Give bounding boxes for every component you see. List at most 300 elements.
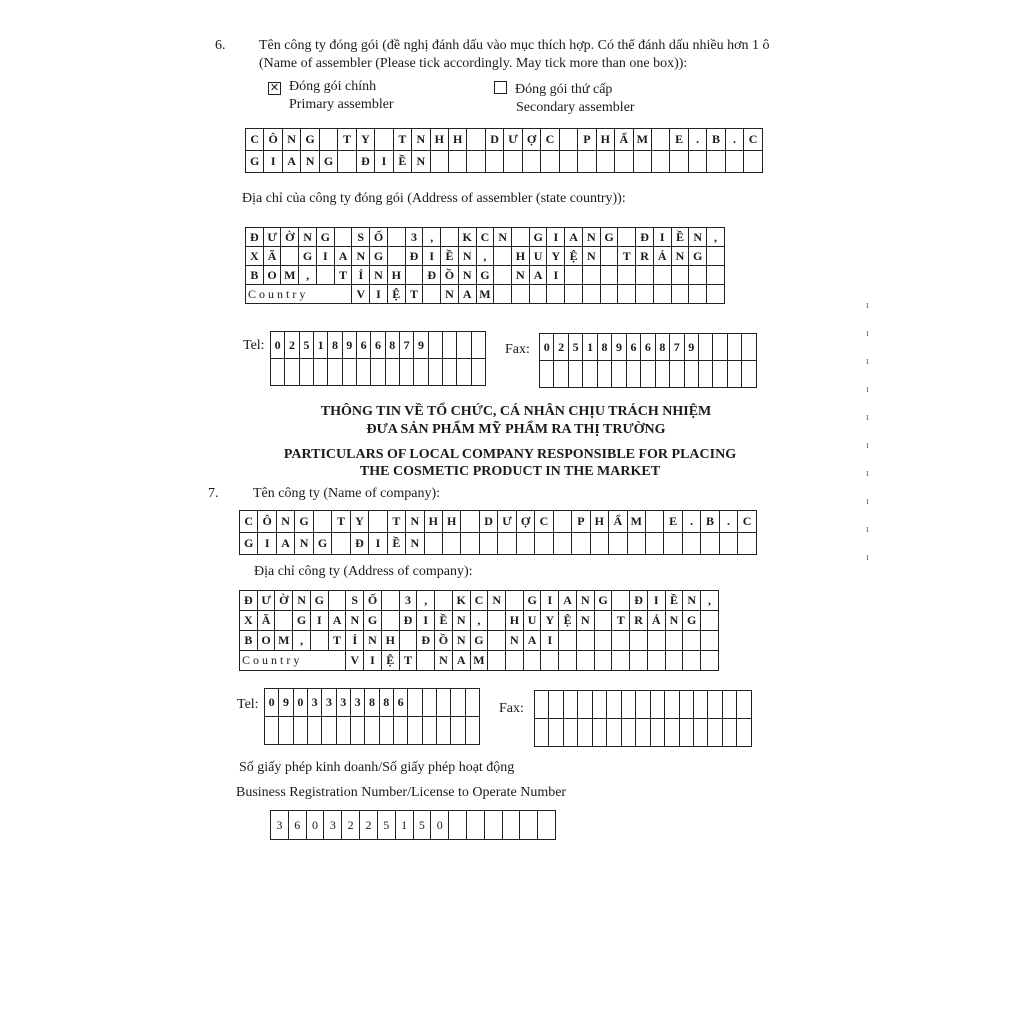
char-cell[interactable]: ,	[423, 228, 441, 247]
char-cell[interactable]	[576, 631, 594, 651]
digit-cell[interactable]	[466, 811, 484, 840]
digit-cell[interactable]	[535, 719, 549, 747]
char-cell[interactable]: I	[264, 151, 282, 173]
char-cell[interactable]	[405, 266, 423, 285]
char-cell[interactable]: N	[506, 631, 524, 651]
char-cell[interactable]	[313, 511, 331, 533]
digit-cell[interactable]	[713, 361, 727, 388]
char-cell[interactable]: N	[582, 228, 600, 247]
digit-cell[interactable]	[285, 359, 299, 386]
digit-cell[interactable]: 6	[371, 332, 385, 359]
char-cell[interactable]: M	[476, 285, 494, 304]
char-cell[interactable]: G	[689, 247, 707, 266]
char-cell[interactable]: Đ	[405, 247, 423, 266]
char-cell[interactable]	[612, 591, 630, 611]
digit-cell[interactable]	[442, 332, 456, 359]
digit-cell[interactable]	[428, 359, 442, 386]
char-cell[interactable]: Ư	[257, 591, 275, 611]
char-cell[interactable]: Đ	[636, 228, 654, 247]
digit-cell[interactable]	[422, 717, 436, 745]
char-cell[interactable]	[448, 151, 466, 173]
digit-cell[interactable]: 7	[670, 334, 684, 361]
char-cell[interactable]	[653, 266, 671, 285]
char-cell[interactable]: N	[576, 591, 594, 611]
digit-cell[interactable]	[328, 359, 342, 386]
char-cell[interactable]: G	[293, 611, 311, 631]
char-cell[interactable]	[596, 151, 614, 173]
digit-cell[interactable]	[535, 691, 549, 719]
section-7-name-grid[interactable]	[239, 510, 757, 555]
digit-cell[interactable]	[457, 332, 471, 359]
digit-cell[interactable]: 0	[431, 811, 449, 840]
char-cell[interactable]	[559, 151, 577, 173]
char-cell[interactable]: Ệ	[565, 247, 583, 266]
digit-cell[interactable]: 6	[356, 332, 370, 359]
char-cell[interactable]: P	[578, 129, 596, 151]
digit-cell[interactable]	[471, 332, 485, 359]
digit-cell[interactable]	[422, 689, 436, 717]
char-cell[interactable]	[612, 631, 630, 651]
digit-cell[interactable]	[371, 359, 385, 386]
digit-cell[interactable]: 9	[342, 332, 356, 359]
char-cell[interactable]: G	[310, 591, 328, 611]
char-cell[interactable]	[316, 266, 334, 285]
char-cell[interactable]: G	[476, 266, 494, 285]
digit-cell[interactable]	[385, 359, 399, 386]
char-cell[interactable]	[441, 228, 459, 247]
char-cell[interactable]: V	[346, 651, 364, 671]
char-cell[interactable]	[541, 651, 559, 671]
char-cell[interactable]	[582, 266, 600, 285]
digit-cell[interactable]	[265, 717, 279, 745]
char-cell[interactable]	[647, 651, 665, 671]
digit-cell[interactable]	[436, 689, 450, 717]
digit-cell[interactable]	[484, 811, 502, 840]
char-cell[interactable]: N	[512, 266, 530, 285]
char-cell[interactable]: Ờ	[275, 591, 293, 611]
char-cell[interactable]	[665, 651, 683, 671]
digit-cell[interactable]	[563, 719, 577, 747]
char-cell[interactable]	[535, 533, 553, 555]
char-cell[interactable]: T	[393, 129, 411, 151]
char-cell[interactable]: ,	[476, 247, 494, 266]
digit-cell[interactable]	[713, 334, 727, 361]
char-cell[interactable]: Đ	[356, 151, 374, 173]
section-6-tel-grid[interactable]	[270, 331, 486, 386]
char-cell[interactable]	[707, 247, 725, 266]
char-cell[interactable]: X	[246, 247, 264, 266]
char-cell[interactable]: 3	[399, 591, 417, 611]
section-7-tel-grid[interactable]	[264, 688, 480, 745]
char-cell[interactable]: ,	[293, 631, 311, 651]
char-cell[interactable]	[529, 285, 547, 304]
char-cell[interactable]: T	[334, 266, 352, 285]
digit-cell[interactable]	[428, 332, 442, 359]
char-cell[interactable]: K	[452, 591, 470, 611]
char-cell[interactable]: B	[240, 631, 258, 651]
char-cell[interactable]: G	[299, 247, 317, 266]
digit-cell[interactable]	[449, 811, 467, 840]
digit-cell[interactable]	[708, 691, 722, 719]
section-7-address-grid[interactable]	[239, 590, 719, 671]
digit-cell[interactable]	[451, 689, 465, 717]
char-cell[interactable]: T	[405, 285, 423, 304]
char-cell[interactable]: T	[332, 511, 350, 533]
char-cell[interactable]: Ợ	[522, 129, 540, 151]
digit-cell[interactable]	[737, 719, 752, 747]
char-cell[interactable]: H	[387, 266, 405, 285]
digit-cell[interactable]	[563, 691, 577, 719]
digit-cell[interactable]: 3	[350, 689, 364, 717]
digit-cell[interactable]: 8	[655, 334, 669, 361]
char-cell[interactable]	[504, 151, 522, 173]
char-cell[interactable]	[670, 151, 688, 173]
char-cell[interactable]: N	[370, 266, 388, 285]
char-cell[interactable]	[651, 151, 669, 173]
digit-cell[interactable]: 3	[271, 811, 289, 840]
digit-cell[interactable]	[538, 811, 556, 840]
section-6-fax-grid[interactable]	[539, 333, 757, 388]
char-cell[interactable]	[671, 285, 689, 304]
digit-cell[interactable]	[636, 691, 650, 719]
digit-cell[interactable]	[693, 691, 707, 719]
char-cell[interactable]	[506, 591, 524, 611]
digit-cell[interactable]	[698, 334, 712, 361]
char-cell[interactable]: M	[275, 631, 293, 651]
char-cell[interactable]: Ề	[665, 591, 683, 611]
digit-cell[interactable]	[650, 719, 664, 747]
char-cell[interactable]	[547, 285, 565, 304]
char-cell[interactable]	[633, 151, 651, 173]
digit-cell[interactable]: 2	[342, 811, 360, 840]
char-cell[interactable]	[494, 247, 512, 266]
char-cell[interactable]	[381, 611, 399, 631]
char-cell[interactable]: G	[370, 247, 388, 266]
char-cell[interactable]: .	[719, 511, 737, 533]
char-cell[interactable]: I	[364, 651, 382, 671]
digit-cell[interactable]	[356, 359, 370, 386]
char-cell[interactable]	[615, 151, 633, 173]
digit-cell[interactable]	[549, 691, 563, 719]
char-cell[interactable]	[479, 533, 497, 555]
char-cell[interactable]: N	[441, 285, 459, 304]
char-cell[interactable]: R	[636, 247, 654, 266]
char-cell[interactable]: H	[430, 129, 448, 151]
char-cell[interactable]: G	[246, 151, 264, 173]
char-cell[interactable]: D	[485, 129, 503, 151]
char-cell[interactable]: Ã	[257, 611, 275, 631]
char-cell[interactable]	[506, 651, 524, 671]
char-cell[interactable]	[701, 631, 719, 651]
char-cell[interactable]	[467, 129, 485, 151]
char-cell[interactable]: I	[369, 533, 387, 555]
char-cell[interactable]: Ố	[370, 228, 388, 247]
char-cell[interactable]: E	[664, 511, 682, 533]
char-cell[interactable]: H	[381, 631, 399, 651]
char-cell[interactable]: C	[744, 129, 763, 151]
char-cell[interactable]: B	[701, 511, 719, 533]
char-cell[interactable]	[627, 533, 645, 555]
digit-cell[interactable]	[698, 361, 712, 388]
char-cell[interactable]: ,	[299, 266, 317, 285]
char-cell[interactable]: G	[600, 228, 618, 247]
char-cell[interactable]	[424, 533, 442, 555]
char-cell[interactable]: N	[295, 533, 313, 555]
char-cell[interactable]: Ệ	[387, 285, 405, 304]
digit-cell[interactable]: 0	[265, 689, 279, 717]
digit-cell[interactable]	[612, 361, 626, 388]
char-cell[interactable]: O	[257, 631, 275, 651]
digit-cell[interactable]	[307, 717, 321, 745]
char-cell[interactable]: Ồ	[435, 631, 453, 651]
digit-cell[interactable]	[679, 719, 693, 747]
digit-cell[interactable]: 9	[279, 689, 293, 717]
digit-cell[interactable]: 8	[365, 689, 379, 717]
char-cell[interactable]	[559, 651, 577, 671]
char-cell[interactable]	[651, 129, 669, 151]
char-cell[interactable]: T	[399, 651, 417, 671]
char-cell[interactable]: A	[282, 151, 300, 173]
char-cell[interactable]	[430, 151, 448, 173]
char-cell[interactable]: B	[707, 129, 725, 151]
char-cell[interactable]: H	[512, 247, 530, 266]
char-cell[interactable]: Ẩ	[609, 511, 627, 533]
char-cell[interactable]	[387, 247, 405, 266]
char-cell[interactable]	[682, 533, 700, 555]
char-cell[interactable]: H	[424, 511, 442, 533]
char-cell[interactable]	[707, 151, 725, 173]
char-cell[interactable]: Ả	[647, 611, 665, 631]
digit-cell[interactable]	[442, 359, 456, 386]
char-cell[interactable]: Ả	[653, 247, 671, 266]
digit-cell[interactable]: 1	[313, 332, 327, 359]
digit-cell[interactable]	[451, 717, 465, 745]
digit-cell[interactable]	[549, 719, 563, 747]
char-cell[interactable]	[707, 266, 725, 285]
char-cell[interactable]: N	[494, 228, 512, 247]
char-cell[interactable]	[417, 651, 435, 671]
digit-cell[interactable]	[457, 359, 471, 386]
char-cell[interactable]: B	[246, 266, 264, 285]
char-cell[interactable]: Đ	[350, 533, 368, 555]
digit-cell[interactable]	[641, 361, 655, 388]
char-cell[interactable]: .	[688, 129, 706, 151]
char-cell[interactable]	[281, 247, 299, 266]
char-cell[interactable]	[576, 651, 594, 671]
char-cell[interactable]	[319, 129, 337, 151]
digit-cell[interactable]: 6	[641, 334, 655, 361]
digit-cell[interactable]	[737, 691, 752, 719]
char-cell[interactable]	[664, 533, 682, 555]
char-cell[interactable]: H	[448, 129, 466, 151]
char-cell[interactable]: A	[458, 285, 476, 304]
char-cell[interactable]: U	[529, 247, 547, 266]
char-cell[interactable]: G	[529, 228, 547, 247]
char-cell[interactable]: Ệ	[559, 611, 577, 631]
digit-cell[interactable]: 0	[271, 332, 285, 359]
char-cell[interactable]	[435, 591, 453, 611]
char-cell[interactable]	[332, 533, 350, 555]
char-cell[interactable]	[630, 651, 648, 671]
digit-cell[interactable]: 2	[360, 811, 378, 840]
secondary-assembler-option[interactable]	[494, 81, 612, 98]
char-cell[interactable]: G	[594, 591, 612, 611]
char-cell[interactable]: N	[435, 651, 453, 671]
digit-cell[interactable]: 0	[306, 811, 324, 840]
digit-cell[interactable]	[684, 361, 698, 388]
char-cell[interactable]	[689, 266, 707, 285]
char-cell[interactable]: Y	[356, 129, 374, 151]
char-cell[interactable]: N	[406, 511, 424, 533]
char-cell[interactable]: Ề	[441, 247, 459, 266]
char-cell[interactable]	[423, 285, 441, 304]
char-cell[interactable]: Ề	[393, 151, 411, 173]
char-cell[interactable]	[600, 285, 618, 304]
char-cell[interactable]: G	[295, 511, 313, 533]
digit-cell[interactable]	[365, 717, 379, 745]
char-cell[interactable]: N	[458, 247, 476, 266]
char-cell[interactable]	[565, 266, 583, 285]
char-cell[interactable]	[488, 611, 506, 631]
char-cell[interactable]: I	[423, 247, 441, 266]
char-cell[interactable]: Ư	[504, 129, 522, 151]
char-cell[interactable]: I	[316, 247, 334, 266]
char-cell[interactable]: T	[338, 129, 356, 151]
digit-cell[interactable]: 5	[568, 334, 582, 361]
char-cell[interactable]: G	[240, 533, 258, 555]
digit-cell[interactable]	[393, 717, 407, 745]
char-cell[interactable]: C	[470, 591, 488, 611]
char-cell[interactable]: D	[479, 511, 497, 533]
char-cell[interactable]: Đ	[417, 631, 435, 651]
digit-cell[interactable]	[665, 691, 679, 719]
digit-cell[interactable]	[708, 719, 722, 747]
char-cell[interactable]	[612, 651, 630, 671]
char-cell[interactable]: R	[630, 611, 648, 631]
digit-cell[interactable]	[727, 334, 741, 361]
digit-cell[interactable]	[621, 691, 635, 719]
char-cell[interactable]	[334, 228, 352, 247]
char-cell[interactable]	[618, 285, 636, 304]
digit-cell[interactable]	[350, 717, 364, 745]
digit-cell[interactable]: 5	[299, 332, 313, 359]
char-cell[interactable]: I	[547, 266, 565, 285]
section-6-address-grid[interactable]	[245, 227, 725, 304]
char-cell[interactable]: Ư	[498, 511, 516, 533]
char-cell[interactable]	[594, 631, 612, 651]
char-cell[interactable]: N	[582, 247, 600, 266]
char-cell[interactable]	[594, 611, 612, 631]
char-cell[interactable]: Ợ	[516, 511, 534, 533]
char-cell[interactable]	[553, 511, 571, 533]
char-cell[interactable]: G	[313, 533, 331, 555]
digit-cell[interactable]: 1	[395, 811, 413, 840]
char-cell[interactable]: G	[523, 591, 541, 611]
digit-cell[interactable]: 2	[285, 332, 299, 359]
char-cell[interactable]: Y	[547, 247, 565, 266]
char-cell[interactable]: Ệ	[381, 651, 399, 671]
char-cell[interactable]: N	[299, 228, 317, 247]
digit-cell[interactable]: 3	[322, 689, 336, 717]
char-cell[interactable]: N	[412, 129, 430, 151]
digit-cell[interactable]: 3	[336, 689, 350, 717]
char-cell[interactable]: Ồ	[441, 266, 459, 285]
digit-cell[interactable]	[592, 719, 606, 747]
char-cell[interactable]: G	[316, 228, 334, 247]
char-cell[interactable]: X	[240, 611, 258, 631]
digit-cell[interactable]	[636, 719, 650, 747]
char-cell[interactable]	[498, 533, 516, 555]
char-cell[interactable]: H	[442, 511, 460, 533]
char-cell[interactable]	[683, 651, 701, 671]
char-cell[interactable]	[582, 285, 600, 304]
digit-cell[interactable]	[568, 361, 582, 388]
char-cell[interactable]	[275, 611, 293, 631]
char-cell[interactable]	[744, 151, 763, 173]
char-cell[interactable]: N	[346, 611, 364, 631]
char-cell[interactable]: Y	[541, 611, 559, 631]
digit-cell[interactable]: 0	[540, 334, 554, 361]
digit-cell[interactable]	[465, 717, 479, 745]
char-cell[interactable]: T	[618, 247, 636, 266]
char-cell[interactable]: I	[541, 631, 559, 651]
char-cell[interactable]: Đ	[423, 266, 441, 285]
char-cell[interactable]: H	[506, 611, 524, 631]
digit-cell[interactable]	[299, 359, 313, 386]
digit-cell[interactable]	[313, 359, 327, 386]
char-cell[interactable]: M	[627, 511, 645, 533]
digit-cell[interactable]	[742, 361, 757, 388]
char-cell[interactable]: G	[301, 129, 319, 151]
char-cell[interactable]	[369, 511, 387, 533]
char-cell[interactable]	[647, 631, 665, 651]
char-cell[interactable]: Đ	[630, 591, 648, 611]
char-cell[interactable]	[665, 631, 683, 651]
digit-cell[interactable]	[626, 361, 640, 388]
char-cell[interactable]	[553, 533, 571, 555]
char-cell[interactable]	[683, 631, 701, 651]
char-cell[interactable]: V	[352, 285, 370, 304]
char-cell[interactable]: N	[671, 247, 689, 266]
char-cell[interactable]	[645, 511, 663, 533]
char-cell[interactable]	[618, 228, 636, 247]
char-cell[interactable]	[653, 285, 671, 304]
char-cell[interactable]	[488, 651, 506, 671]
digit-cell[interactable]	[727, 361, 741, 388]
char-cell[interactable]	[328, 591, 346, 611]
digit-cell[interactable]: 9	[612, 334, 626, 361]
char-cell[interactable]: A	[523, 631, 541, 651]
char-cell[interactable]: N	[458, 266, 476, 285]
char-cell[interactable]	[310, 631, 328, 651]
char-cell[interactable]	[630, 631, 648, 651]
char-cell[interactable]: G	[364, 611, 382, 631]
digit-cell[interactable]: 6	[626, 334, 640, 361]
digit-cell[interactable]	[583, 361, 597, 388]
char-cell[interactable]: C	[535, 511, 553, 533]
char-cell[interactable]	[523, 651, 541, 671]
digit-cell[interactable]	[679, 691, 693, 719]
char-cell[interactable]: N	[293, 591, 311, 611]
char-cell[interactable]: G	[683, 611, 701, 631]
char-cell[interactable]: Ỉ	[352, 266, 370, 285]
char-cell[interactable]: A	[276, 533, 294, 555]
char-cell[interactable]: H	[596, 129, 614, 151]
char-cell[interactable]: N	[665, 611, 683, 631]
char-cell[interactable]: N	[689, 228, 707, 247]
digit-cell[interactable]	[336, 717, 350, 745]
char-cell[interactable]: Ư	[263, 228, 281, 247]
